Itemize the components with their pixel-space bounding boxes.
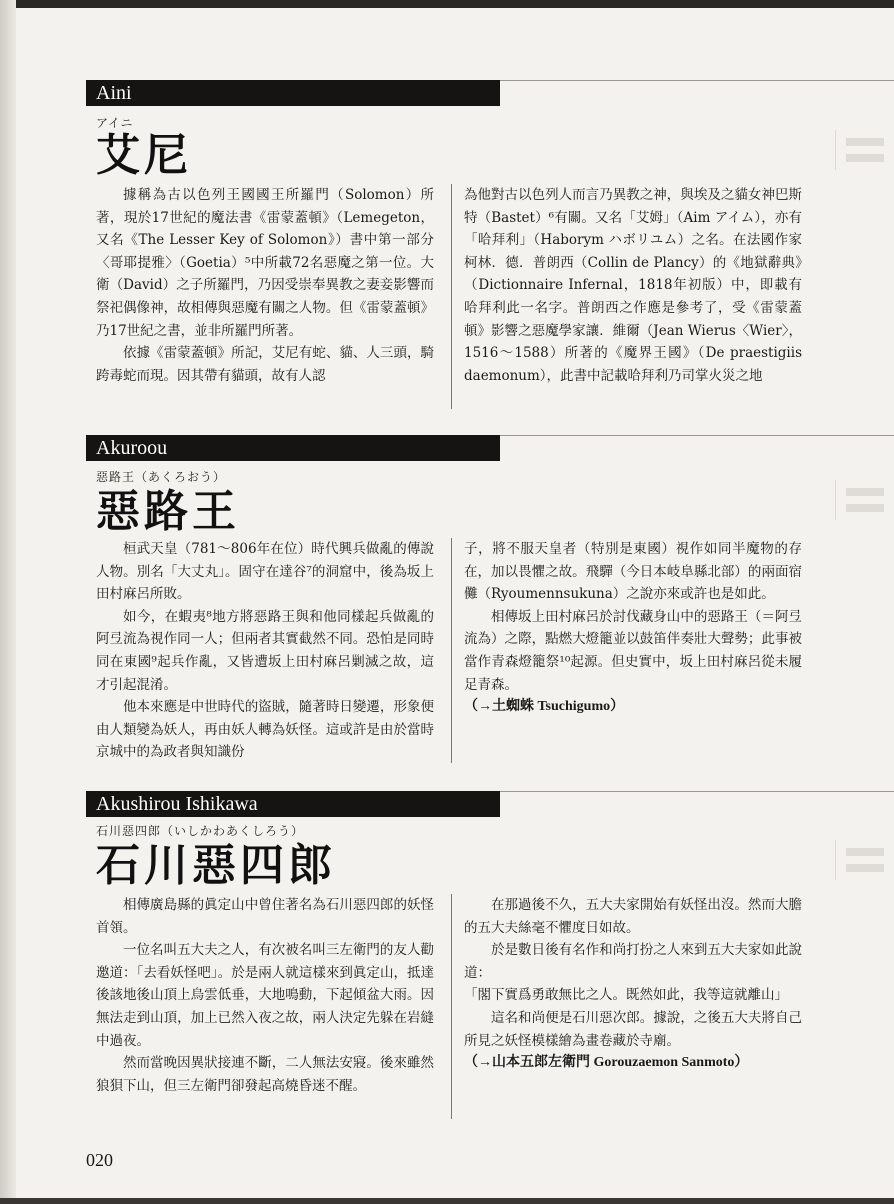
- entry-left-column: [96, 894, 434, 1122]
- side-tab-3: [835, 840, 894, 880]
- column-divider: [451, 538, 452, 763]
- column-divider: [451, 184, 452, 409]
- entry-right-column: [464, 184, 802, 412]
- paragraph: 為他對古以色列人而言乃異教之神，與埃及之貓女神巴斯特（Bastet）⁶有關。又名「艾姆」（Aim アイム），亦有「哈拜利」（Haborym ハボリユム）之名。在法國作家柯林．德．普朗西（Collin de Plancy）的《地獄辭典》（Dictionnaire Infernal，1818年初版）中，即載有哈拜利此一名字。普朗西之作應是參考了，受《雷蒙蓋頓》影響之惡魔學家讓．維爾（Jean Wierus〈Wier〉，1516～1588）所著的《魔界王國》（De praestigiis daemonum），此書中記載哈拜利乃司掌火災之地: [464, 187, 802, 384]
- page-gutter-shadow: [0, 0, 16, 1204]
- side-tab-1: [835, 130, 894, 170]
- page-edge-bottom: [0, 1198, 894, 1204]
- paragraph: 這名和尚便是石川惡次郎。據說，之後五大夫將自己所見之妖怪模樣繪為畫卷藏於寺廟。: [464, 1009, 802, 1049]
- page-edge-top: [0, 0, 894, 8]
- paragraph: 相傳廣島縣的眞定山中曾住著名為石川惡四郎的妖怪首領。: [96, 897, 434, 936]
- paragraph: 子，將不服天皇者（特別是東國）視作如同半魔物的存在，加以畏懼之故。飛驒（今日本岐阜縣北部）的兩面宿儺（Ryoumennsukuna）之說亦來或許也是如此。: [464, 541, 802, 603]
- entry-header-bar: Aini: [86, 80, 500, 106]
- entry-left-column: [96, 184, 434, 412]
- paragraph: 「閣下實爲勇敢無比之人。既然如此，我等這就離山」: [464, 987, 788, 1004]
- entry-left-column: [96, 538, 434, 766]
- rule-line: [500, 435, 894, 436]
- paragraph: 於是數日後有名作和尚打扮之人來到五大夫家如此說道：: [464, 942, 802, 981]
- paragraph: 據稱為古以色列王國國王所羅門（Solomon）所著，現於17世紀的魔法書《雷蒙蓋頓》（Lemegeton，又名《The Lesser Key of Solomon》）書中第一部分〈哥耶提雅〉（Goetia）⁵中所載72名惡魔之第一位。大衛（David）之子所羅門，乃因受崇奉異教之妻妾影響而祭祀偶像神，故相傳與惡魔有關之人物。但《雷蒙蓋頓》乃17世紀之書，並非所羅門所著。: [96, 187, 434, 339]
- paragraph: 在那過後不久，五大夫家開始有妖怪出沒。然而大膽的五大夫絲毫不懼度日如故。: [464, 897, 802, 936]
- paragraph: 相傳坂上田村麻呂於討伐藏身山中的惡路王（＝阿弖流為）之際，點燃大燈籠並以鼓笛伴奏壯大聲勢；此事被當作青森燈籠祭¹⁰起源。但史實中，坂上田村麻呂從未履足青森。: [464, 608, 802, 693]
- rule-line: [500, 791, 894, 792]
- paragraph: 如今，在蝦夷⁸地方將惡路王與和他同樣起兵做亂的阿弖流為視作同一人；但兩者其實截然不同。恐怕是同時同在東國⁹起兵作亂，又皆遭坂上田村麻呂剿滅之故，這才引起混淆。: [96, 608, 434, 693]
- entry-title: 石川惡四郎: [96, 840, 336, 891]
- entry-title: 惡路王: [96, 486, 240, 537]
- paragraph: 然而當晚因異狀接連不斷，二人無法安寢。後來雖然狼狽下山，但三左衛門卻發起高燒昏迷不醒。: [96, 1055, 434, 1094]
- side-tab-2: [835, 480, 894, 520]
- entry-header-bar: Akushirou Ishikawa: [86, 791, 500, 817]
- rule-line: [500, 80, 894, 81]
- entry-kana: 石川惡四郎（いしかわあくしろう）: [96, 824, 305, 838]
- cross-reference: （→土蜘蛛 Tsuchigumo）: [464, 699, 625, 715]
- column-divider: [451, 894, 452, 1119]
- entry-kana: 惡路王（あくろおう）: [96, 470, 227, 484]
- paragraph: 桓武天皇（781～806年在位）時代興兵做亂的傳說人物。別名「大丈丸」。固守在達谷⁷的洞窟中，後為坂上田村麻呂所敗。: [96, 541, 434, 603]
- cross-reference: （→山本五郎左衛門 Gorouzaemon Sanmoto）: [464, 1055, 749, 1071]
- entry-right-column: [464, 538, 802, 766]
- entry-kana: アイニ: [96, 116, 134, 130]
- entry-title: 艾尼: [96, 130, 192, 181]
- entry-right-column: [464, 894, 802, 1122]
- paragraph: 依據《雷蒙蓋頓》所記，艾尼有蛇、貓、人三頭，騎跨毒蛇而現。因其帶有貓頭，故有人認: [96, 345, 434, 384]
- paragraph: 他本來應是中世時代的盜賊，隨著時日變遷，形象便由人類變為妖人，再由妖人轉為妖怪。這或許是由於當時京城中的為政者與知識份: [96, 699, 434, 761]
- entry-header-bar: Akuroou: [86, 435, 500, 461]
- page-number: 020: [86, 1150, 113, 1170]
- paragraph: 一位名叫五大夫之人，有次被名叫三左衛門的友人勸邀道：「去看妖怪吧」。於是兩人就這樣來到眞定山，抵達後該地後山頂上烏雲低垂，大地鳴動，下起傾盆大雨。因無法走到山頂，加上已然入夜之故，兩人決定先躲在岩縫中過夜。: [96, 942, 434, 1049]
